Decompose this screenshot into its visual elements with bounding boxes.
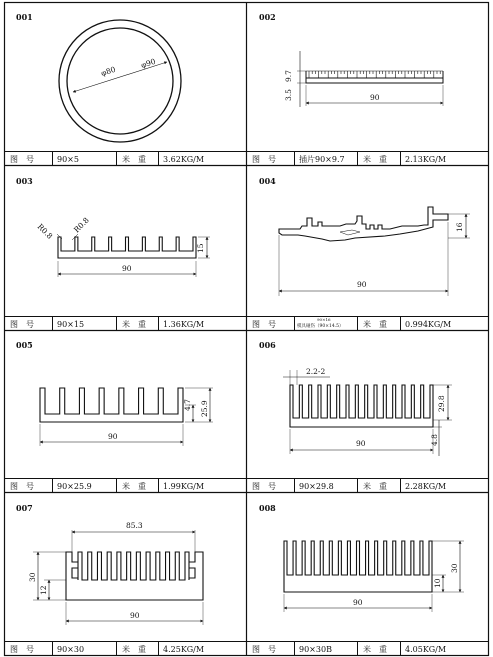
dim-height: 25.9: [200, 400, 209, 417]
weight-label: 米 重: [363, 320, 387, 329]
size-value: 90×25.9: [57, 482, 92, 491]
panel-id: 005: [16, 340, 33, 350]
panel-id: 006: [259, 340, 276, 350]
dim-height: 30: [450, 563, 459, 573]
weight-label: 米 重: [363, 645, 387, 654]
size-value: 90×30: [57, 645, 85, 654]
fig-label: 图 号: [252, 645, 276, 654]
dim-width: 90: [356, 439, 366, 448]
heatsink-profile-90x30B: [284, 541, 464, 612]
dim-width: 90: [357, 280, 367, 289]
dim-base: 4.8: [430, 434, 439, 446]
dim-base: 3.5: [284, 89, 293, 101]
sheet-grid: [5, 3, 489, 656]
heatsink-profile-90x25.9: [40, 388, 213, 446]
dim-inner-diameter: φ80: [99, 64, 117, 78]
size-value: 模具碰伤（90×14.5）: [297, 324, 344, 329]
dim-outer-diameter: φ90: [139, 56, 157, 70]
stepped-strip-profile: [279, 207, 470, 296]
dim-radius-left: R0.8: [35, 222, 55, 241]
comb-profile-90x15: [36, 215, 210, 277]
dim-width: 90: [122, 264, 132, 273]
weight-value: 2.13KG/M: [405, 155, 447, 164]
dim-height: 29.8: [437, 395, 446, 412]
heatsink-profile-90x30: [28, 521, 203, 625]
weight-label: 米 重: [122, 155, 146, 164]
fig-label: 图 号: [252, 155, 276, 164]
fig-label: 图 号: [10, 482, 34, 491]
dim-radius-right: R0.8: [72, 215, 91, 235]
weight-label: 米 重: [122, 320, 146, 329]
weight-value: 1.99KG/M: [163, 482, 205, 491]
dim-height: 30: [28, 572, 37, 582]
dim-width: 90: [353, 598, 363, 607]
weight-value: 4.05KG/M: [405, 645, 447, 654]
size-value: 90×30B: [299, 645, 332, 654]
weight-value: 2.28KG/M: [405, 482, 447, 491]
size-value: 90×29.8: [299, 482, 334, 491]
panel-id: 004: [259, 176, 276, 186]
panel-id: 002: [259, 12, 276, 22]
fig-label: 图 号: [252, 482, 276, 491]
panel-id: 008: [259, 503, 276, 513]
fig-label: 图 号: [252, 320, 276, 329]
size-value: 插片90×9.7: [299, 155, 345, 164]
panel-id: 007: [16, 503, 33, 513]
size-value: 90×15: [57, 320, 85, 329]
panel-id: 003: [16, 176, 33, 186]
weight-label: 米 重: [122, 482, 146, 491]
weight-value: 1.36KG/M: [163, 320, 205, 329]
size-value: 90×5: [57, 155, 79, 164]
dim-top-width: 85.3: [126, 521, 143, 530]
panel-id: 001: [16, 12, 33, 22]
dim-base: 10: [433, 578, 442, 588]
weight-label: 米 重: [122, 645, 146, 654]
size-value-top: 90×16: [317, 317, 331, 322]
insert-fin-profile: [284, 51, 443, 107]
weight-value: 4.25KG/M: [163, 645, 205, 654]
dim-pitch: 2.2-2: [306, 367, 326, 376]
dim-inner: 12: [39, 585, 48, 595]
weight-value: 3.62KG/M: [163, 155, 205, 164]
fig-label: 图 号: [10, 320, 34, 329]
dim-width: 90: [130, 611, 140, 620]
dim-width: 90: [370, 93, 380, 102]
dim-base: 4.7: [183, 399, 192, 411]
dim-height: 16: [455, 222, 464, 232]
weight-label: 米 重: [363, 155, 387, 164]
ring-profile: [59, 20, 181, 142]
weight-value: 0.994KG/M: [405, 320, 452, 329]
fig-label: 图 号: [10, 155, 34, 164]
fig-label: 图 号: [10, 645, 34, 654]
dim-width: 90: [108, 432, 118, 441]
heatsink-profile-90x29.8: [283, 367, 452, 456]
dim-height: 9.7: [284, 70, 293, 82]
weight-label: 米 重: [363, 482, 387, 491]
dim-height: 15: [196, 243, 205, 253]
